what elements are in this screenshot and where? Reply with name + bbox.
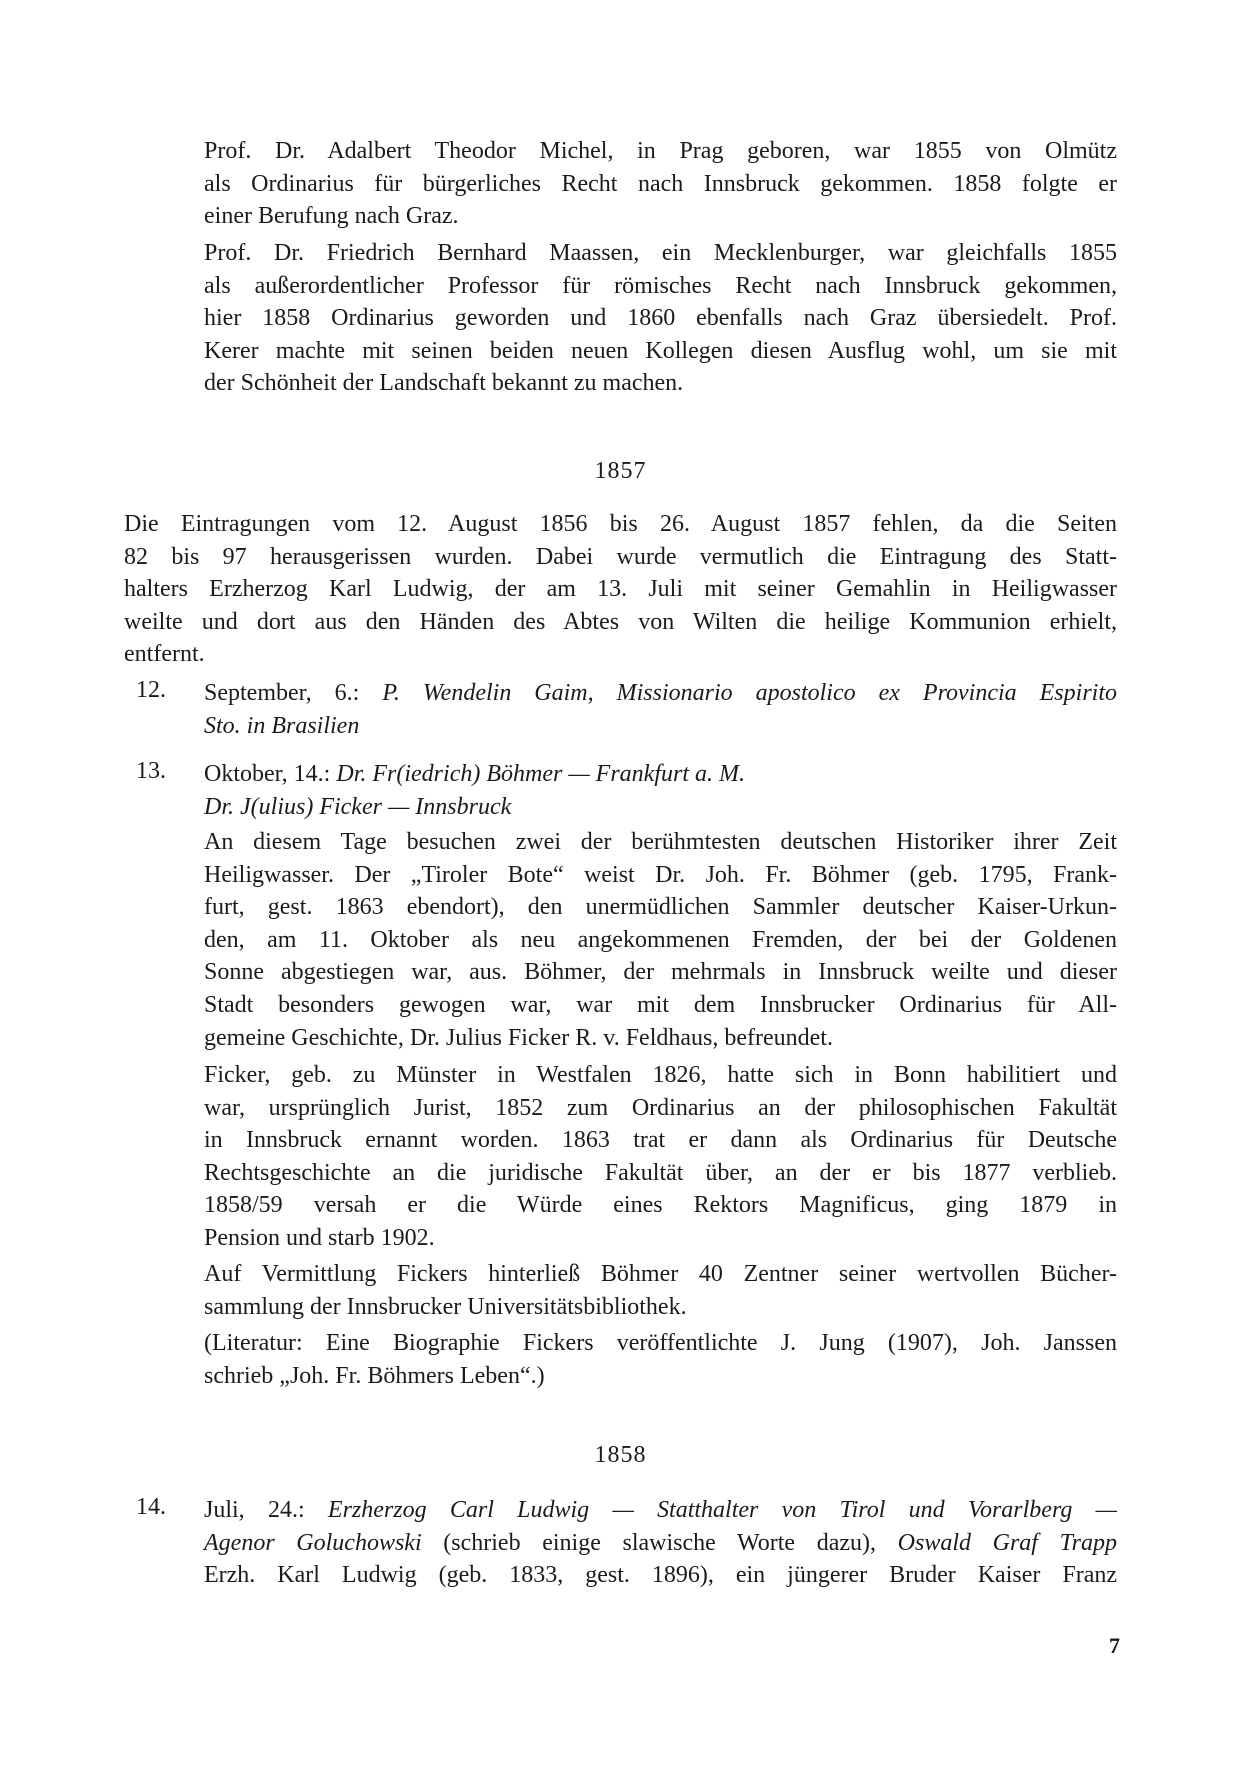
year-heading-1857: 1857 <box>594 458 647 484</box>
text-line: Pension und starb 1902. <box>204 1224 435 1251</box>
entry-number: 14. <box>136 1494 166 1520</box>
entry-13 <box>204 758 1117 823</box>
entry-date: Oktober, 14.: <box>204 761 337 787</box>
paragraph-ficker <box>204 1059 1117 1255</box>
entry-line <box>204 758 1117 791</box>
text-line: Prof. Dr. Friedrich Bernhard Maassen, ein Mecklenburger, war gleichfalls 1855 <box>204 240 1117 266</box>
text-line: entfernt. <box>124 641 205 668</box>
entry-date: September, 6.: <box>204 680 383 706</box>
text-line: hier 1858 Ordinarius geworden und 1860 ebenfalls nach Graz übersiedelt. Prof. <box>204 305 1117 332</box>
text-line: Erzh. Karl Ludwig (geb. 1833, gest. 1896), ein jüngerer Bruder Kaiser Franz <box>204 1562 1117 1589</box>
text-line: schrieb „Joh. Fr. Böhmers Leben“.) <box>204 1362 545 1389</box>
text-line: Rechtsgeschichte an die juridische Fakultät über, an der er bis 1877 verblieb. <box>204 1159 1117 1186</box>
text-line: halters Erzherzog Karl Ludwig, der am 13. Juli mit seiner Gemahlin in Heiligwasser <box>124 576 1117 603</box>
entry-line <box>204 1494 1117 1527</box>
entry-14 <box>204 1494 1117 1592</box>
page-number: 7 <box>1109 1633 1120 1658</box>
entry-line <box>204 677 1117 710</box>
text-line: Kerer machte mit seinen beiden neuen Kollegen diesen Ausflug wohl, um sie mit <box>204 337 1117 364</box>
entry-date: Juli, 24.: <box>204 1497 328 1523</box>
text-line: furt, gest. 1863 ebendort), den unermüdlichen Sammler deutscher Kaiser-Urkun- <box>204 894 1117 921</box>
text-line: 82 bis 97 herausgerissen wurden. Dabei wurde vermutlich die Eintragung des Statt- <box>124 543 1117 570</box>
entry-number: 12. <box>136 677 166 703</box>
entry-names: Dr. J(ulius) Ficker — Innsbruck <box>204 793 512 820</box>
text-line: in Innsbruck ernannt worden. 1863 trat er dann als Ordinarius für Deutsche <box>204 1127 1117 1154</box>
text-line: der Schönheit der Landschaft bekannt zu machen. <box>204 370 684 397</box>
text-line: Stadt besonders gewogen war, war mit dem Innsbrucker Ordinarius für All- <box>204 991 1117 1018</box>
entry-names: P. Wendelin Gaim, Missionario apostolico ex Provincia Espirito <box>382 680 1117 706</box>
text-line: Ficker, geb. zu Münster in Westfalen 1826, hatte sich in Bonn habilitiert und <box>204 1062 1117 1088</box>
paragraph-vermittlung <box>204 1258 1117 1323</box>
text-line: 1858/59 versah er die Würde eines Rektors Magnificus, ging 1879 in <box>204 1192 1117 1219</box>
entry-line <box>204 1527 1117 1560</box>
entry-note: (schrieb einige slawische Worte dazu), <box>421 1529 898 1556</box>
text-line: (Literatur: Eine Biographie Fickers veröffentlichte J. Jung (1907), Joh. Janssen <box>204 1330 1117 1356</box>
text-line: An diesem Tage besuchen zwei der berühmtesten deutschen Historiker ihrer Zeit <box>204 829 1117 855</box>
entry-number: 13. <box>136 758 166 784</box>
text-line: Sonne abgestiegen war, aus. Böhmer, der mehrmals in Innsbruck weilte und dieser <box>204 959 1117 986</box>
entry-12 <box>204 677 1117 742</box>
entry-names: Erzherzog Carl Ludwig — Statthalter von Tirol und Vorarlberg — <box>327 1497 1118 1523</box>
entry-names: Oswald Graf Trapp <box>897 1529 1117 1556</box>
text-line: gemeine Geschichte, Dr. Julius Ficker R. v. Feldhaus, befreundet. <box>204 1024 833 1051</box>
paragraph-boehmer <box>204 826 1117 1054</box>
text-line: als Ordinarius für bürgerliches Recht nach Innsbruck gekommen. 1858 folgte er <box>204 170 1117 197</box>
entry-line <box>204 791 1117 824</box>
year-heading-1858: 1858 <box>594 1442 647 1468</box>
text-line: den, am 11. Oktober als neu angekommenen Fremden, der bei der Goldenen <box>204 926 1117 953</box>
paragraph-literatur <box>204 1327 1117 1392</box>
text-line: war, ursprünglich Jurist, 1852 zum Ordinarius an der philosophischen Fakultät <box>204 1094 1117 1121</box>
entry-names: Sto. in Brasilien <box>204 712 360 739</box>
text-line: Die Eintragungen vom 12. August 1856 bis 26. August 1857 fehlen, da die Seiten <box>124 511 1117 537</box>
paragraph-michel <box>204 135 1117 233</box>
entry-names: Agenor Goluchowski <box>204 1529 422 1556</box>
text-line: Heiligwasser. Der „Tiroler Bote“ weist Dr. Joh. Fr. Böhmer (geb. 1795, Frank- <box>204 861 1117 888</box>
paragraph-maassen <box>204 237 1117 400</box>
entry-names: Dr. Fr(iedrich) Böhmer — Frankfurt a. M. <box>336 761 745 787</box>
text-line: als außerordentlicher Professor für römisches Recht nach Innsbruck gekommen, <box>204 272 1117 299</box>
text-line: einer Berufung nach Graz. <box>204 203 459 230</box>
text-line: weilte und dort aus den Händen des Abtes von Wilten die heilige Kommunion erhielt, <box>124 608 1117 635</box>
text-line: sammlung der Innsbrucker Universitätsbibliothek. <box>204 1293 687 1320</box>
text-line: Auf Vermittlung Fickers hinterließ Böhmer 40 Zentner seiner wertvollen Bücher- <box>204 1261 1117 1287</box>
entry-line <box>204 710 1117 743</box>
text-line: Prof. Dr. Adalbert Theodor Michel, in Prag geboren, war 1855 von Olmütz <box>204 138 1117 164</box>
paragraph-eintragungen <box>124 508 1117 671</box>
